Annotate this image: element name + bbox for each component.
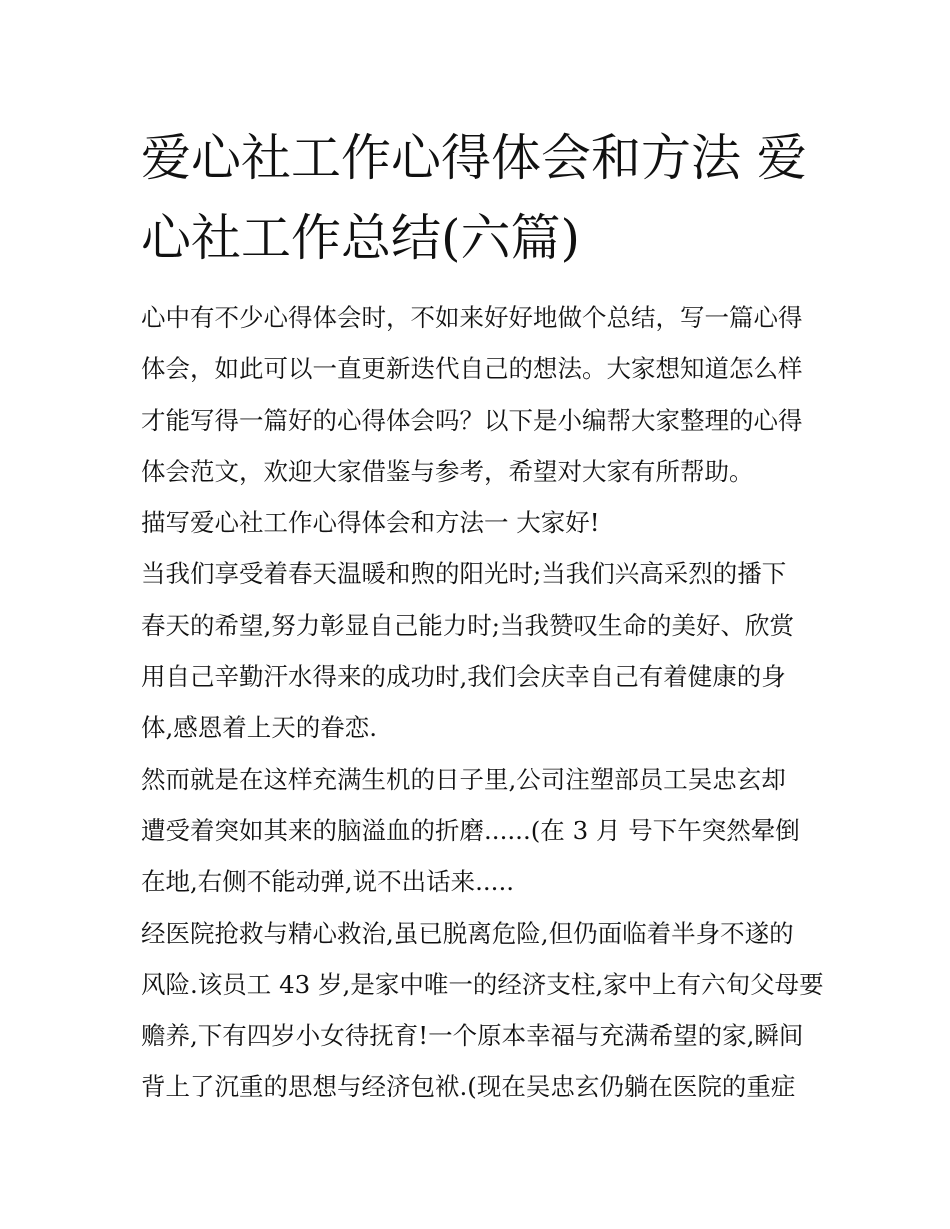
body-line: 春天的希望,努力彰显自己能力时;当我赞叹生命的美好、欣赏 [141,610,795,640]
body-line: 风险.该员工 43 岁,是家中唯一的经济支柱,家中上有六旬父母要 [141,969,824,999]
body-line: 体,感恩着上天的眷恋. [141,713,378,743]
body-line: 然而就是在这样充满生机的日子里,公司注塑部员工吴忠玄却 [141,764,786,794]
body-line: 体会，如此可以一直更新迭代自己的想法。大家想知道怎么样 [141,354,803,384]
document-title [141,118,813,278]
body-line: 心中有不少心得体会时，不如来好好地做个总结，写一篇心得 [141,303,803,332]
section-heading: 描写爱心社工作心得体会和方法一 大家好! [141,508,600,538]
document-body [141,292,824,1113]
body-line: 用自己辛勤汗水得来的成功时,我们会庆幸自己有着健康的身 [141,662,786,692]
body-line: 当我们享受着春天温暖和煦的阳光时;当我们兴高采烈的播下 [141,559,787,589]
body-line: 经医院抢救与精心救治,虽已脱离危险,但仍面临着半身不遂的 [141,918,794,948]
title-line: 爱心社工作心得体会和方法 爱 [141,129,807,187]
body-line: 赡养,下有四岁小女待抚育!一个原本幸福与充满希望的家,瞬间 [141,1021,804,1051]
body-line: 遭受着突如其来的脑溢血的折磨......(在 3 月 号下午突然晕倒 [141,815,800,845]
body-line: 体会范文，欢迎大家借鉴与参考，希望对大家有所帮助。 [141,456,754,486]
document-page [141,118,824,1113]
body-line: 背上了沉重的思想与经济包袱.(现在吴忠玄仍躺在医院的重症 [141,1072,796,1102]
title-line: 心社工作总结(六篇) [141,209,581,267]
body-line: 才能写得一篇好的心得体会吗？以下是小编帮大家整理的心得 [141,405,803,435]
body-line: 在地,右侧不能动弹,说不出话来..... [141,867,515,897]
